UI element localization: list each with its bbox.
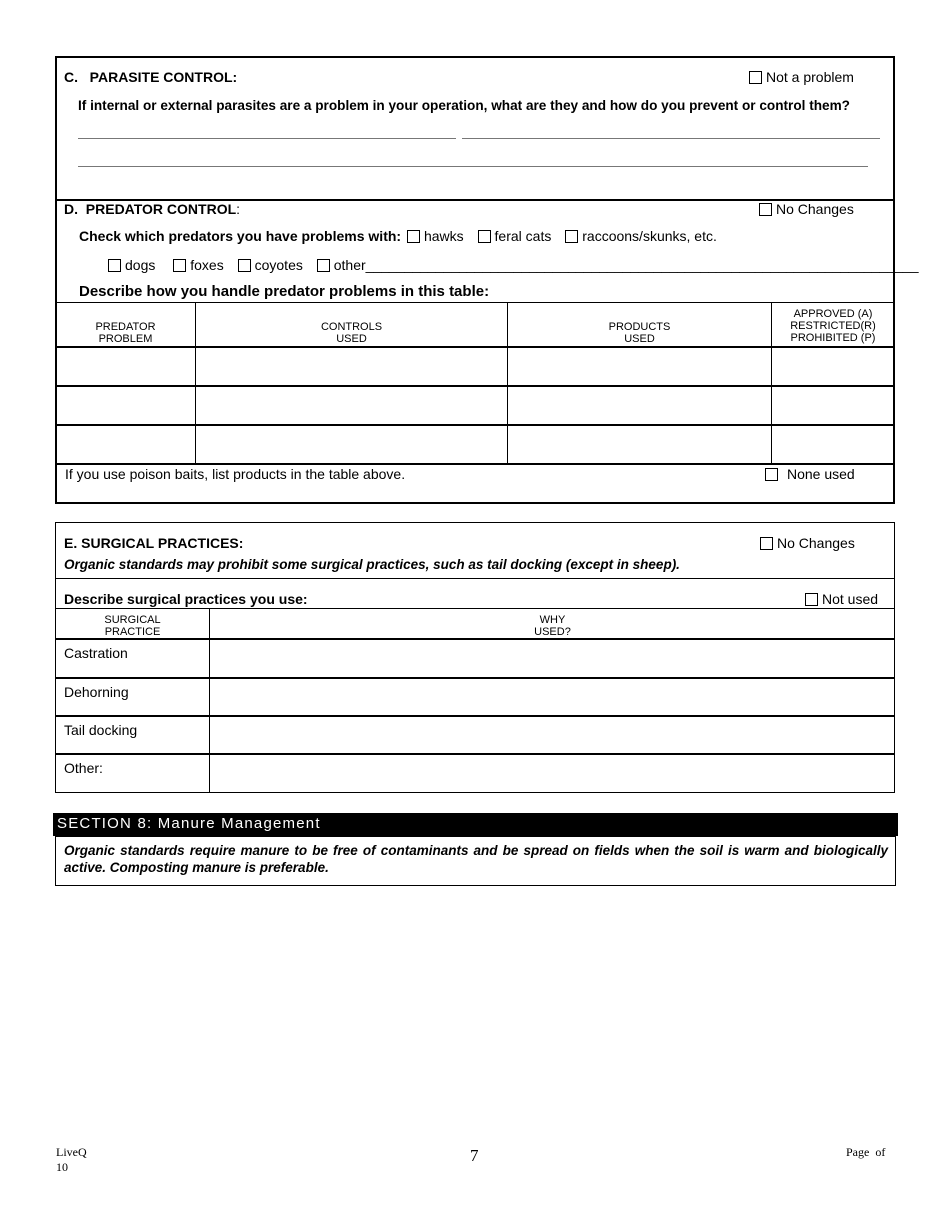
dogs-checkbox[interactable]	[108, 259, 121, 272]
products-used-header-line-1: PRODUCTS	[608, 321, 671, 333]
none-used-group	[765, 466, 855, 482]
predator-problem-header	[56, 321, 195, 345]
foxes-label: foxes	[190, 257, 224, 273]
predator-table-row-1-bottom	[55, 385, 895, 387]
surgical-row-tail-docking: Tail docking	[64, 722, 138, 738]
predator-no-changes-checkbox[interactable]	[759, 203, 772, 216]
surgical-table-row-1-bottom	[55, 677, 895, 679]
controls-used-header-line-2: USED	[336, 333, 367, 345]
surgical-no-changes-label: No Changes	[777, 535, 855, 551]
other-text-line[interactable]: _______________________________________________________________________	[365, 257, 919, 273]
predator-table-row-2-bottom	[55, 424, 895, 426]
predator-control-heading	[64, 201, 240, 217]
poison-bait-note: If you use poison baits, list products in the table above.	[65, 466, 406, 482]
section-8-note: Organic standards require manure to be free of contaminants and be spread on fields when the soil is warm and biologically active. Composting manure is preferable.	[64, 843, 888, 875]
not-a-problem-label: Not a problem	[766, 69, 854, 85]
parasite-answer-line-2[interactable]	[78, 166, 868, 167]
surgical-table-row-2-bottom	[55, 715, 895, 717]
why-used-header	[210, 614, 895, 638]
other-checkbox[interactable]	[317, 259, 330, 272]
surgical-table-header-bottom	[55, 638, 895, 640]
footer-page-of: Page of	[846, 1145, 886, 1159]
surgical-practice-header-line-2: PRACTICE	[104, 626, 161, 638]
hawks-checkbox[interactable]	[407, 230, 420, 243]
surgical-standards-note: Organic standards may prohibit some surgical practices, such as tail docking (except in sheep).	[64, 557, 680, 572]
predator-table-prompt: Describe how you handle predator problems in this table:	[79, 283, 490, 300]
surgical-practices-heading: E. SURGICAL PRACTICES:	[64, 535, 244, 551]
surgical-row-castration: Castration	[64, 645, 128, 661]
approval-status-header	[772, 308, 894, 344]
approval-status-header-line-3: PROHIBITED (P)	[790, 332, 876, 344]
footer-doc-id-line-1: LiveQ	[56, 1145, 87, 1159]
why-used-header-line-2: USED?	[534, 626, 571, 638]
predator-control-section	[55, 199, 895, 504]
coyotes-checkbox[interactable]	[238, 259, 251, 272]
products-used-header	[508, 321, 771, 345]
not-a-problem-checkbox[interactable]	[749, 71, 762, 84]
predator-no-changes-label: No Changes	[776, 201, 854, 217]
predator-table-row-3-bottom	[55, 463, 895, 465]
not-used-group	[805, 591, 878, 607]
surgical-table-top	[55, 608, 895, 609]
predator-problem-header-line-1: PREDATOR	[95, 321, 156, 333]
predator-check-row-2	[108, 257, 919, 273]
not-used-label: Not used	[822, 591, 879, 607]
why-used-header-line-1: WHY	[539, 614, 566, 626]
predator-problem-header-line-2: PROBLEM	[98, 333, 153, 345]
surgical-no-changes-group	[760, 535, 855, 551]
parasite-question: If internal or external parasites are a problem in your operation, what are they and how do you prevent or control them?	[78, 98, 850, 113]
products-used-header-line-2: USED	[624, 333, 655, 345]
predator-no-changes-group	[759, 201, 854, 217]
predator-check-prompt: Check which predators you have problems with:	[79, 228, 402, 244]
surgical-describe-prompt: Describe surgical practices you use:	[64, 591, 308, 607]
raccoons-skunks-label: raccoons/skunks, etc.	[582, 228, 717, 244]
controls-used-header-line-1: CONTROLS	[320, 321, 383, 333]
surgical-practice-header	[56, 614, 209, 638]
none-used-checkbox[interactable]	[765, 468, 778, 481]
hawks-label: hawks	[423, 228, 464, 244]
not-used-checkbox[interactable]	[805, 593, 818, 606]
surgical-practice-header-line-1: SURGICAL	[104, 614, 161, 626]
footer-doc-id-line-2: 10	[56, 1160, 68, 1174]
other-label: other	[333, 257, 366, 273]
none-used-label: None used	[787, 466, 855, 482]
footer-page-number: 7	[470, 1146, 479, 1165]
raccoons-skunks-checkbox[interactable]	[565, 230, 578, 243]
controls-used-header	[196, 321, 507, 345]
surgical-table-row-3-bottom	[55, 753, 895, 755]
section-8-title: SECTION 8: Manure Management	[57, 815, 321, 832]
parasite-control-heading: C. PARASITE CONTROL:	[64, 69, 238, 85]
parasite-answer-line-1a[interactable]	[78, 138, 456, 139]
surgical-divider	[55, 578, 895, 579]
feral-cats-label: feral cats	[494, 228, 552, 244]
coyotes-label: coyotes	[254, 257, 303, 273]
predator-control-title: D. PREDATOR CONTROL	[64, 201, 237, 217]
predator-table-top	[55, 302, 895, 303]
surgical-row-other: Other:	[64, 760, 103, 776]
predator-check-row-1	[79, 228, 717, 244]
surgical-row-dehorning: Dehorning	[64, 684, 129, 700]
predator-table-header-bottom	[55, 346, 895, 348]
predator-control-colon: :	[236, 201, 241, 217]
approval-status-header-line-1: APPROVED (A)	[793, 308, 873, 320]
surgical-no-changes-checkbox[interactable]	[760, 537, 773, 550]
foxes-checkbox[interactable]	[173, 259, 186, 272]
not-a-problem-checkbox-group	[749, 69, 854, 85]
feral-cats-checkbox[interactable]	[478, 230, 491, 243]
dogs-label: dogs	[125, 257, 156, 273]
parasite-answer-line-1b[interactable]	[462, 138, 880, 139]
footer-doc-id	[56, 1145, 87, 1175]
approval-status-header-line-2: RESTRICTED(R)	[790, 320, 876, 332]
